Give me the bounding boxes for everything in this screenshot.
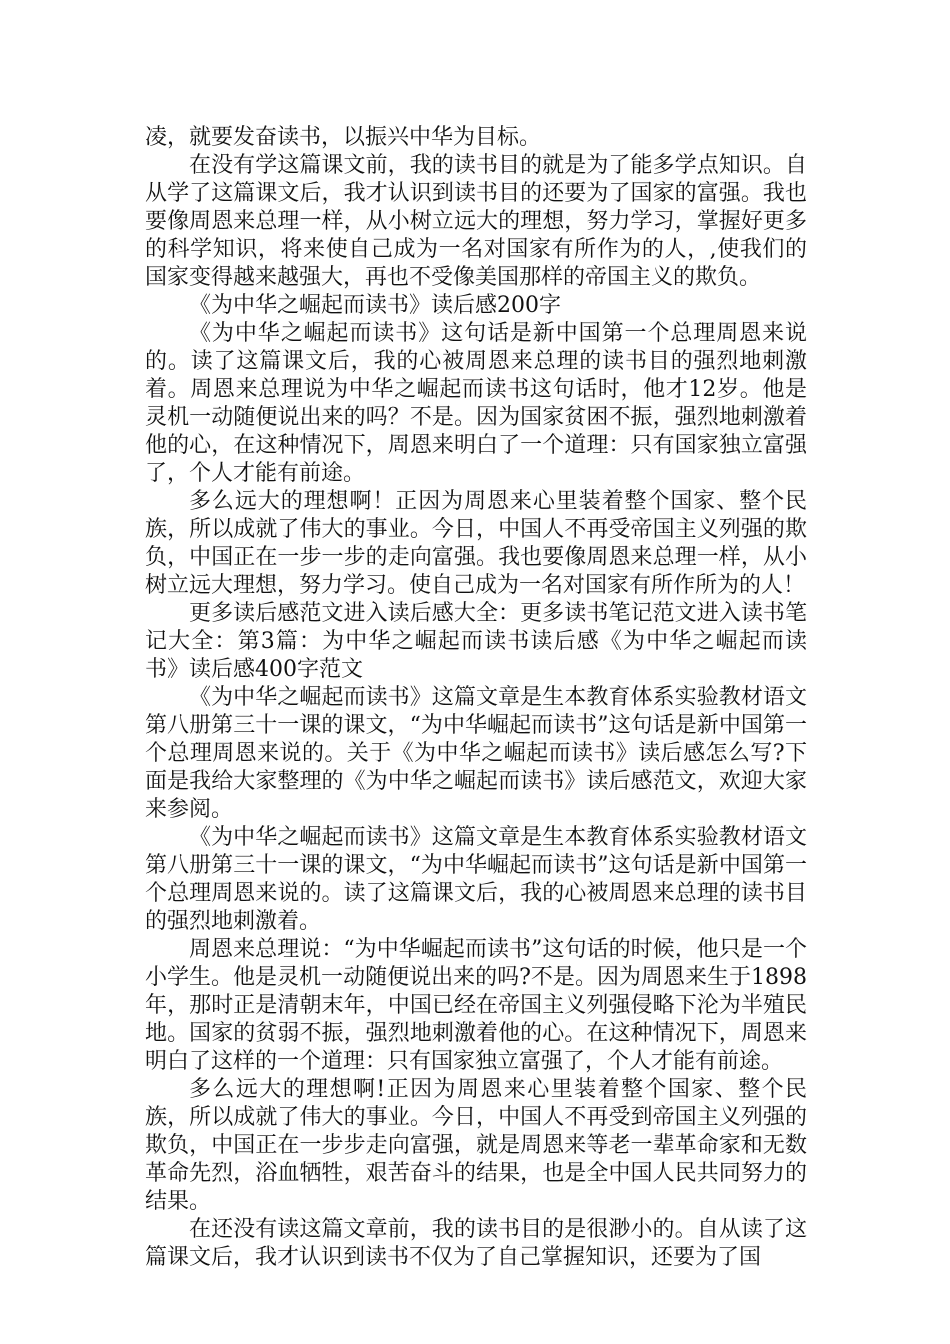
paragraph-essay-intro: 《为中华之崛起而读书》这句话是新中国第一个总理周恩来说的。读了这篇课文后，我的心被周恩来总理的读书目的强烈地刺激着。周恩来总理说为中华之崛起而读书这句话时，他才12岁。他是灵机一动随便说出来的吗？不是。因为国家贫困不振，强烈地刺激着他的心，在这种情况下，周恩来明白了一个道理：只有国家独立富强了，个人才能有前途。 [145,321,807,486]
paragraph-more-essays-link-text: 更多读后感范文进入读后感大全：更多读书笔记范文进入读书笔记大全：第3篇：为中华之崛起而读书读后感《为中华之崛起而读书》读后感400字范文 [145,601,807,682]
section-heading-200-word-essay: 《为中华之崛起而读书》读后感200字 [189,293,561,318]
paragraph-zhou-enlai-quote: 周恩来总理说：“为中华崛起而读书”这句话的时候，他只是一个小学生。他是灵机一动随便说出来的吗?不是。因为周恩来生于1898年，那时正是清朝末年，中国已经在帝国主义列强侵略下沦为半殖民地。国家的贫弱不振，强烈地刺激着他的心。在这种情况下，周恩来明白了这样的一个道理：只有国家独立富强了，个人才能有前途。 [145,937,807,1074]
paragraph-reading-purpose-2: 在还没有读这篇文章前，我的读书目的是很渺小的。自从读了这篇课文后，我才认识到读书不仅为了自己掌握知识，还要为了国 [145,1217,807,1270]
document-body [145,124,807,1272]
paragraph-great-ideal: 多么远大的理想啊！正因为周恩来心里装着整个国家、整个民族，所以成就了伟大的事业。今日，中国人不再受帝国主义列强的欺负，中国正在一步一步的走向富强。我也要像周恩来总理一样，从小树立远大理想，努力学习。使自己成为一名对国家有所作所为的人！ [145,489,807,598]
paragraph-reading-purpose: 在没有学这篇课文前，我的读书目的就是为了能多学点知识。自从学了这篇课文后，我才认识到读书目的还要为了国家的富强。我也要像周恩来总理一样，从小树立远大的理想，努力学习，掌握好更多的科学知识，将来使自己成为一名对国家有所作为的人，,使我们的国家变得越来越强大，再也不受像美国那样的帝国主义的欺负。 [145,153,807,290]
paragraph-great-ideal-2: 多么远大的理想啊!正因为周恩来心里装着整个国家、整个民族，所以成就了伟大的事业。今日，中国人不再受到帝国主义列强的欺负，中国正在一步步走向富强，就是周恩来等老一辈革命家和无数革命先烈，浴血牺牲，艰苦奋斗的结果，也是全中国人民共同努力的结果。 [145,1077,807,1214]
paragraph-article-summary: 《为中华之崛起而读书》这篇文章是生本教育体系实验教材语文第八册第三十一课的课文，“为中华崛起而读书”这句话是新中国第一个总理周恩来说的。读了这篇课文后，我的心被周恩来总理的读书目的强烈地刺激着。 [145,825,807,934]
paragraph-article-intro: 《为中华之崛起而读书》这篇文章是生本教育体系实验教材语文第八册第三十一课的课文，“为中华崛起而读书”这句话是新中国第一个总理周恩来说的。关于《为中华之崛起而读书》读后感怎么写?下面是我给大家整理的《为中华之崛起而读书》读后感范文，欢迎大家来参阅。 [145,685,807,822]
paragraph-continuation: 凌，就要发奋读书，以振兴中华为目标。 [145,125,542,150]
